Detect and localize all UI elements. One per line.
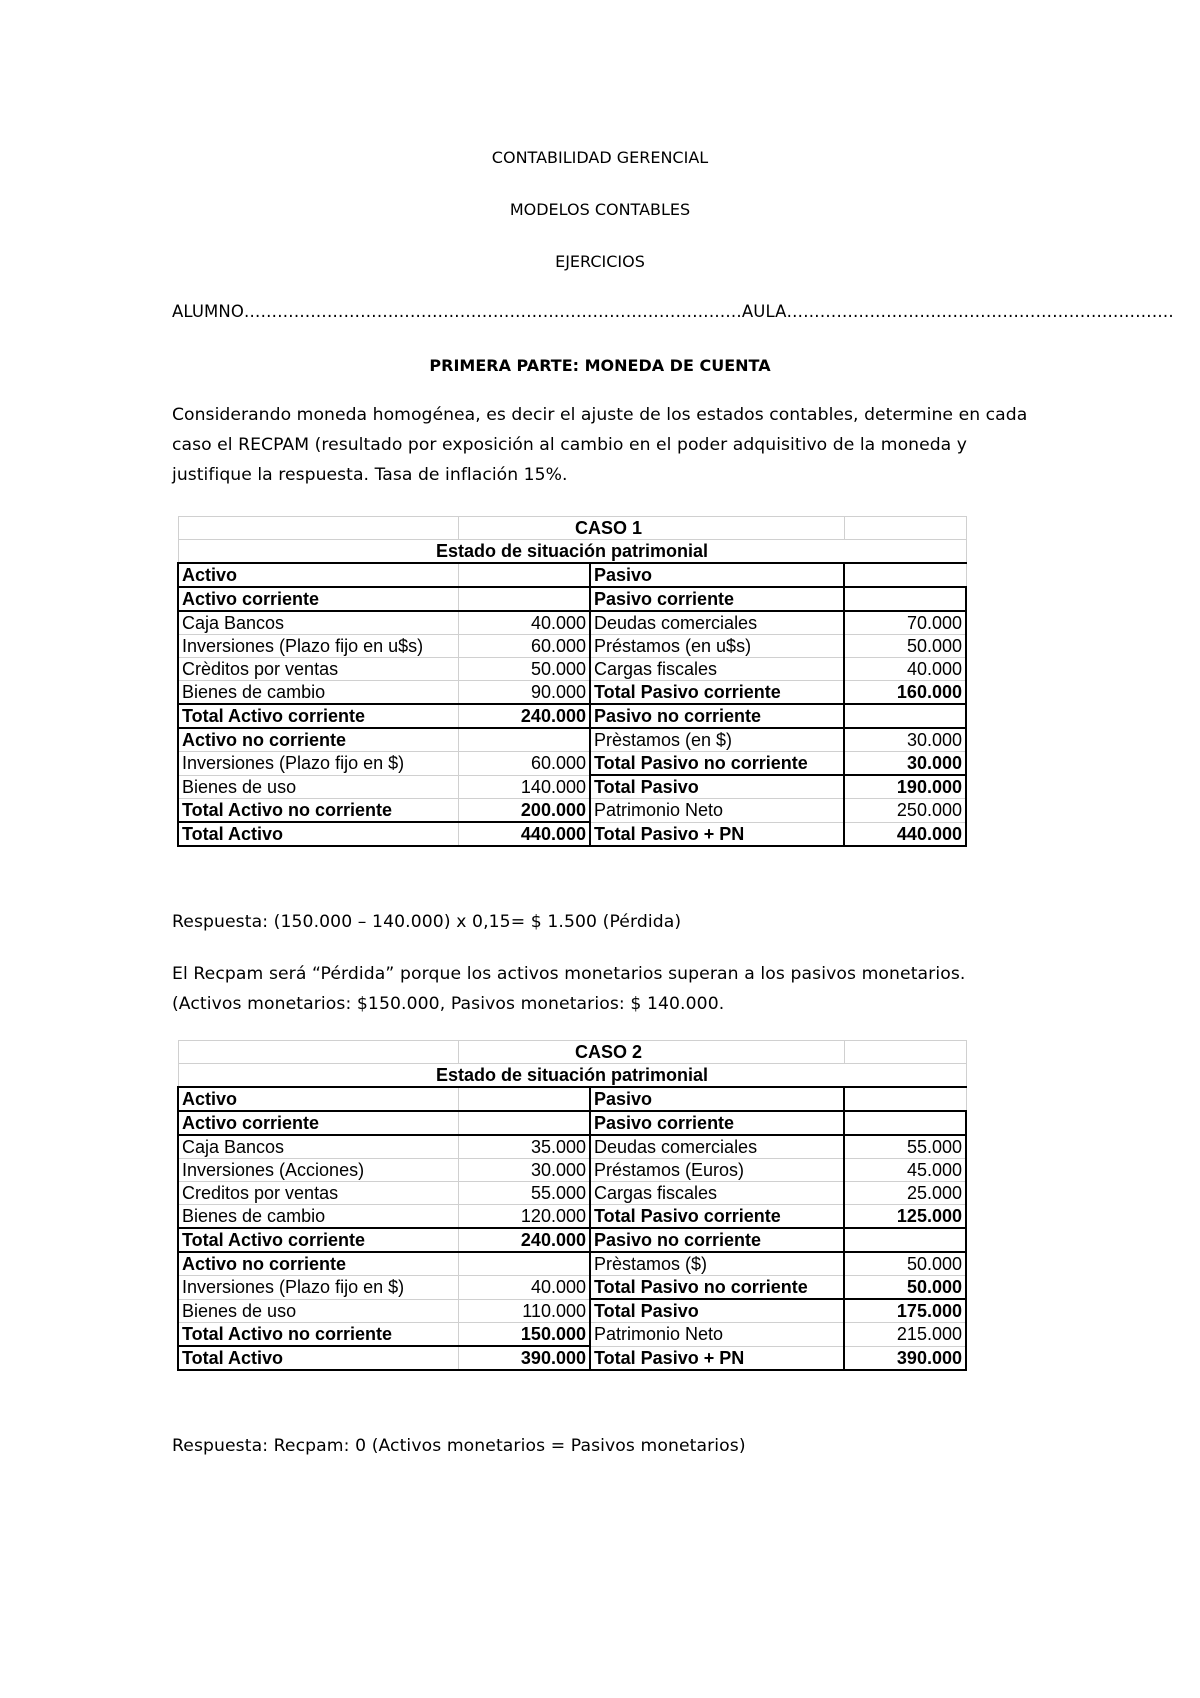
caso1-row [178,728,966,752]
caso2-liability-amount-cell [844,1087,966,1111]
caso2-liability-label-cell: Total Pasivo corriente [590,1205,844,1229]
caso1-liability-amount-cell: 190.000 [844,775,966,799]
caso1-liability-label-cell: Pasivo no corriente [590,704,844,728]
caso1-asset-label-cell: Crèditos por ventas [178,658,458,681]
caso2-liability-label-cell: Total Pasivo + PN [590,1346,844,1370]
exercise-instructions: Considerando moneda homogénea, es decir el ajuste de los estados contables, determine en cada caso el RECPAM (resultado por exposición al cambio en el poder adquisitivo de la moneda y justifique la respuesta. Tasa de inflación 15%. [172,405,1028,485]
caso1-balance-table [177,516,967,847]
caso2-liability-amount-cell [844,1228,966,1252]
caso1-row [178,611,966,635]
caso2-asset-label-cell: Total Activo no corriente [178,1323,458,1347]
caso2-liability-label-cell: Total Pasivo no corriente [590,1276,844,1300]
caso1-asset-label-cell: Bienes de cambio [178,681,458,705]
caso1-liability-label-cell: Pasivo corriente [590,587,844,611]
caso1-asset-amount-cell: 240.000 [458,704,590,728]
caso2-liability-amount-cell: 50.000 [844,1252,966,1276]
document-title: CONTABILIDAD GERENCIAL [491,148,709,167]
caso1-row [178,681,966,705]
caso1-asset-label-cell: Activo corriente [178,587,458,611]
caso2-liability-label-cell: Pasivo corriente [590,1111,844,1135]
caso2-asset-label-cell: Activo corriente [178,1111,458,1135]
caso2-asset-label-cell: Bienes de cambio [178,1205,458,1229]
caso1-asset-label-cell: Activo no corriente [178,728,458,752]
caso2-liability-amount-cell: 125.000 [844,1205,966,1229]
caso2-row [178,1111,966,1135]
caso1-liability-label-cell: Cargas fiscales [590,658,844,681]
caso1-row [178,587,966,611]
caso1-title-pad [844,517,966,540]
caso1-title: CASO 1 [458,517,844,540]
caso1-asset-amount-cell: 140.000 [458,775,590,799]
caso2-asset-amount-cell: 150.000 [458,1323,590,1347]
caso1-liability-amount-cell: 30.000 [844,752,966,776]
caso1-liability-amount-cell: 70.000 [844,611,966,635]
caso2-liability-label-cell: Prèstamos ($) [590,1252,844,1276]
caso1-liability-amount-cell [844,587,966,611]
caso1-asset-label-cell: Inversiones (Plazo fijo en u$s) [178,635,458,658]
caso1-row [178,658,966,681]
caso1-row [178,799,966,823]
caso2-liability-label-cell: Deudas comerciales [590,1135,844,1159]
caso2-liability-amount-cell [844,1111,966,1135]
caso1-asset-amount-cell: 200.000 [458,799,590,823]
caso1-liability-label-cell: Total Pasivo corriente [590,681,844,705]
caso2-asset-amount-cell: 110.000 [458,1299,590,1323]
caso1-row [178,635,966,658]
caso1-asset-label-cell: Total Activo corriente [178,704,458,728]
caso1-liability-amount-cell [844,563,966,587]
caso2-asset-label-cell: Activo no corriente [178,1252,458,1276]
caso1-asset-amount-cell [458,728,590,752]
caso2-row [178,1323,966,1347]
caso1-liability-label-cell: Total Pasivo + PN [590,822,844,846]
caso2-liability-amount-cell: 50.000 [844,1276,966,1300]
caso2-asset-amount-cell [458,1252,590,1276]
caso2-asset-label-cell: Inversiones (Acciones) [178,1159,458,1182]
caso1-liability-label-cell: Total Pasivo [590,775,844,799]
caso2-asset-amount-cell: 40.000 [458,1276,590,1300]
caso1-row [178,822,966,846]
caso2-row [178,1346,966,1370]
caso1-row [178,563,966,587]
caso2-liability-label-cell: Préstamos (Euros) [590,1159,844,1182]
caso1-asset-amount-cell [458,563,590,587]
caso1-liability-amount-cell: 30.000 [844,728,966,752]
caso1-asset-label-cell: Activo [178,563,458,587]
caso2-asset-label-cell: Total Activo [178,1346,458,1370]
student-aula-line: ALUMNO………………………………………………………………………………AULA……………………………………………………………. [172,302,1174,321]
caso1-asset-amount-cell: 50.000 [458,658,590,681]
caso1-asset-amount-cell: 40.000 [458,611,590,635]
caso1-liability-amount-cell [844,704,966,728]
caso2-liability-amount-cell: 215.000 [844,1323,966,1347]
caso2-asset-amount-cell [458,1111,590,1135]
caso2-title-pad [844,1041,966,1064]
caso1-liability-amount-cell: 250.000 [844,799,966,823]
caso2-row [178,1135,966,1159]
caso1-row [178,752,966,776]
caso2-liability-label-cell: Pasivo [590,1087,844,1111]
caso2-asset-label-cell: Activo [178,1087,458,1111]
caso2-asset-amount-cell: 240.000 [458,1228,590,1252]
caso1-liability-label-cell: Prèstamos (en $) [590,728,844,752]
caso1-liability-amount-cell: 440.000 [844,822,966,846]
caso1-asset-label-cell: Bienes de uso [178,775,458,799]
caso2-asset-amount-cell [458,1087,590,1111]
caso2-asset-amount-cell: 390.000 [458,1346,590,1370]
caso2-asset-amount-cell: 120.000 [458,1205,590,1229]
caso2-answer: Respuesta: Recpam: 0 (Activos monetarios = Pasivos monetarios) [172,1436,746,1456]
caso2-rows [178,1087,966,1370]
caso2-balance-table [177,1040,967,1371]
caso2-row [178,1299,966,1323]
caso1-subtitle: Estado de situación patrimonial [178,540,966,564]
caso1-liability-label-cell: Patrimonio Neto [590,799,844,823]
caso2-asset-label-cell: Creditos por ventas [178,1182,458,1205]
caso2-asset-amount-cell: 30.000 [458,1159,590,1182]
caso1-liability-amount-cell: 160.000 [844,681,966,705]
caso1-asset-amount-cell: 60.000 [458,635,590,658]
caso2-liability-amount-cell: 25.000 [844,1182,966,1205]
caso2-title-pad [178,1041,458,1064]
caso2-row [178,1159,966,1182]
caso1-asset-label-cell: Caja Bancos [178,611,458,635]
caso1-liability-label-cell: Total Pasivo no corriente [590,752,844,776]
caso2-asset-amount-cell: 35.000 [458,1135,590,1159]
part-title: PRIMERA PARTE: MONEDA DE CUENTA [429,356,771,375]
caso2-row [178,1228,966,1252]
caso1-liability-label-cell: Deudas comerciales [590,611,844,635]
caso2-liability-amount-cell: 175.000 [844,1299,966,1323]
caso1-asset-label-cell: Inversiones (Plazo fijo en $) [178,752,458,776]
caso1-asset-amount-cell: 60.000 [458,752,590,776]
caso1-liability-amount-cell: 50.000 [844,635,966,658]
caso2-asset-label-cell: Total Activo corriente [178,1228,458,1252]
caso2-asset-label-cell: Inversiones (Plazo fijo en $) [178,1276,458,1300]
document-subtitle: MODELOS CONTABLES [509,200,691,219]
caso1-liability-label-cell: Préstamos (en u$s) [590,635,844,658]
caso1-monetary-values: (Activos monetarios: $150.000, Pasivos monetarios: $ 140.000. [172,994,725,1014]
caso2-row [178,1087,966,1111]
caso2-liability-label-cell: Total Pasivo [590,1299,844,1323]
caso2-liability-amount-cell: 390.000 [844,1346,966,1370]
caso1-row [178,704,966,728]
section-heading: EJERCICIOS [555,252,645,271]
caso2-liability-amount-cell: 45.000 [844,1159,966,1182]
caso1-answer: Respuesta: (150.000 – 140.000) x 0,15= $ 1.500 (Pérdida) [172,912,682,932]
caso1-row [178,775,966,799]
caso1-asset-amount-cell: 440.000 [458,822,590,846]
caso2-asset-label-cell: Caja Bancos [178,1135,458,1159]
caso1-asset-amount-cell [458,587,590,611]
caso1-asset-label-cell: Total Activo no corriente [178,799,458,823]
caso1-explanation: El Recpam será “Pérdida” porque los activos monetarios superan a los pasivos monetarios. [172,964,966,984]
caso2-row [178,1182,966,1205]
caso1-liability-label-cell: Pasivo [590,563,844,587]
caso2-subtitle: Estado de situación patrimonial [178,1064,966,1088]
caso1-title-pad [178,517,458,540]
caso2-asset-amount-cell: 55.000 [458,1182,590,1205]
caso2-liability-label-cell: Patrimonio Neto [590,1323,844,1347]
caso2-liability-amount-cell: 55.000 [844,1135,966,1159]
caso2-row [178,1252,966,1276]
caso2-asset-label-cell: Bienes de uso [178,1299,458,1323]
caso1-asset-label-cell: Total Activo [178,822,458,846]
caso2-row [178,1276,966,1300]
caso2-liability-label-cell: Pasivo no corriente [590,1228,844,1252]
caso1-liability-amount-cell: 40.000 [844,658,966,681]
caso2-liability-label-cell: Cargas fiscales [590,1182,844,1205]
caso1-asset-amount-cell: 90.000 [458,681,590,705]
caso2-row [178,1205,966,1229]
caso2-title: CASO 2 [458,1041,844,1064]
caso1-rows [178,563,966,846]
